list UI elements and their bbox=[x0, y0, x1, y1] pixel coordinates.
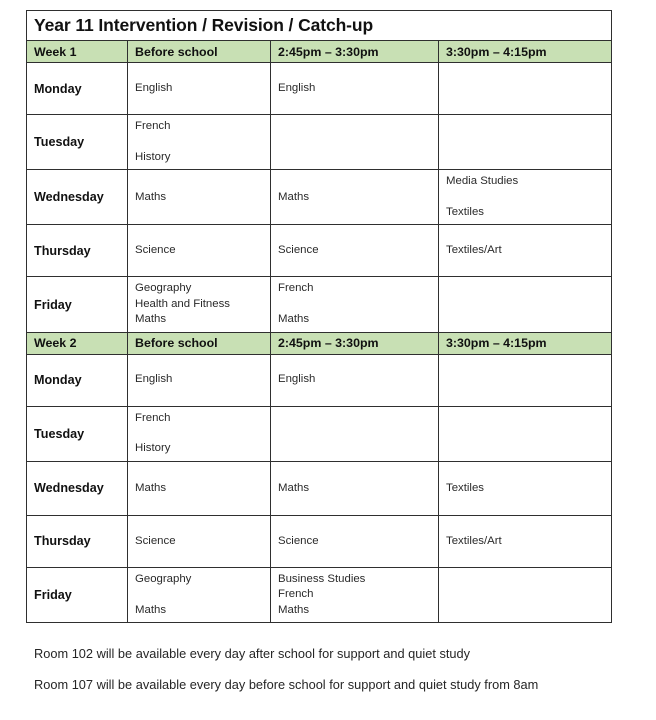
session-cell-slot-2[interactable] bbox=[439, 567, 612, 622]
session-lines bbox=[278, 281, 431, 327]
session-lines bbox=[135, 534, 263, 549]
session-lines bbox=[135, 572, 263, 618]
session-cell-before-school[interactable] bbox=[128, 461, 271, 515]
session-subject: English bbox=[135, 81, 173, 94]
session-subject: History bbox=[135, 442, 171, 455]
day-label-thursday: Thursday bbox=[27, 225, 128, 277]
session-cell-slot-1[interactable] bbox=[271, 170, 439, 225]
session-cell-before-school[interactable] bbox=[128, 277, 271, 332]
session-subject: Science bbox=[135, 534, 176, 547]
session-cell-before-school[interactable] bbox=[128, 354, 271, 406]
day-label-wednesday: Wednesday bbox=[27, 461, 128, 515]
footer-note: Room 102 will be available every day after school for support and quiet study bbox=[34, 646, 471, 662]
week-label: Week 2 bbox=[27, 332, 128, 354]
session-cell-slot-1[interactable] bbox=[271, 461, 439, 515]
session-cell-slot-1[interactable] bbox=[271, 63, 439, 115]
session-subject: Science bbox=[278, 534, 319, 547]
session-lines bbox=[278, 190, 431, 205]
session-lines bbox=[135, 411, 263, 457]
session-cell-before-school[interactable] bbox=[128, 63, 271, 115]
timetable-row bbox=[27, 277, 612, 332]
day-label-monday: Monday bbox=[27, 63, 128, 115]
day-label-friday: Friday bbox=[27, 567, 128, 622]
session-subject: Media Studies bbox=[446, 175, 519, 188]
session-subject: Business Studies bbox=[278, 572, 366, 585]
session-cell-slot-2[interactable] bbox=[439, 63, 612, 115]
session-subject: French bbox=[135, 411, 171, 424]
session-subject: Geography bbox=[135, 572, 192, 585]
day-label-thursday: Thursday bbox=[27, 515, 128, 567]
session-lines bbox=[278, 572, 431, 618]
session-blank-line bbox=[135, 587, 263, 602]
timetable-row bbox=[27, 115, 612, 170]
session-lines bbox=[446, 243, 604, 258]
session-lines bbox=[135, 119, 263, 165]
session-subject: Maths bbox=[135, 481, 167, 494]
session-lines bbox=[446, 174, 604, 220]
session-subject: Science bbox=[278, 244, 319, 257]
session-lines bbox=[278, 534, 431, 549]
session-lines bbox=[278, 81, 431, 96]
day-label-tuesday: Tuesday bbox=[27, 406, 128, 461]
session-cell-slot-1[interactable] bbox=[271, 115, 439, 170]
timetable-row bbox=[27, 170, 612, 225]
session-cell-slot-1[interactable] bbox=[271, 515, 439, 567]
intervention-timetable bbox=[26, 10, 612, 623]
session-cell-before-school[interactable] bbox=[128, 406, 271, 461]
column-header-before-school: Before school bbox=[128, 41, 271, 63]
page-title: Year 11 Intervention / Revision / Catch-up bbox=[27, 11, 612, 41]
session-cell-slot-1[interactable] bbox=[271, 567, 439, 622]
session-subject: French bbox=[278, 282, 314, 295]
session-subject: Maths bbox=[278, 190, 310, 203]
timetable-row bbox=[27, 567, 612, 622]
session-cell-slot-2[interactable] bbox=[439, 354, 612, 406]
session-blank-line bbox=[135, 134, 263, 149]
timetable-body bbox=[27, 11, 612, 623]
session-blank-line bbox=[446, 190, 604, 205]
session-cell-slot-2[interactable] bbox=[439, 115, 612, 170]
session-lines bbox=[135, 372, 263, 387]
column-header-slot-2: 3:30pm – 4:15pm bbox=[439, 332, 612, 354]
footer-notes bbox=[26, 645, 634, 693]
session-subject: Maths bbox=[135, 603, 167, 616]
session-cell-slot-2[interactable] bbox=[439, 515, 612, 567]
timetable-row bbox=[27, 406, 612, 461]
week-header-row bbox=[27, 41, 612, 63]
day-label-tuesday: Tuesday bbox=[27, 115, 128, 170]
session-subject: Textiles/Art bbox=[446, 244, 502, 257]
session-cell-slot-1[interactable] bbox=[271, 225, 439, 277]
column-header-slot-1: 2:45pm – 3:30pm bbox=[271, 41, 439, 63]
session-cell-slot-2[interactable] bbox=[439, 461, 612, 515]
session-subject: Maths bbox=[278, 313, 310, 326]
column-header-before-school: Before school bbox=[128, 332, 271, 354]
timetable-row bbox=[27, 225, 612, 277]
session-subject: Maths bbox=[135, 313, 167, 326]
timetable-row bbox=[27, 515, 612, 567]
timetable-row bbox=[27, 63, 612, 115]
session-subject: Textiles bbox=[446, 481, 484, 494]
session-subject: Maths bbox=[135, 190, 167, 203]
session-subject: History bbox=[135, 150, 171, 163]
session-subject: Science bbox=[135, 244, 176, 257]
session-lines bbox=[446, 481, 604, 496]
session-lines bbox=[278, 243, 431, 258]
day-label-wednesday: Wednesday bbox=[27, 170, 128, 225]
session-cell-before-school[interactable] bbox=[128, 225, 271, 277]
session-subject: English bbox=[135, 373, 173, 386]
title-row bbox=[27, 11, 612, 41]
session-cell-slot-2[interactable] bbox=[439, 406, 612, 461]
session-cell-slot-1[interactable] bbox=[271, 277, 439, 332]
footer-note: Room 107 will be available every day before school for support and quiet study from 8am bbox=[34, 677, 539, 693]
session-cell-slot-1[interactable] bbox=[271, 406, 439, 461]
day-label-monday: Monday bbox=[27, 354, 128, 406]
session-blank-line bbox=[278, 297, 431, 312]
session-cell-before-school[interactable] bbox=[128, 170, 271, 225]
session-subject: Geography bbox=[135, 282, 192, 295]
session-subject: Health and Fitness bbox=[135, 297, 230, 310]
column-header-slot-2: 3:30pm – 4:15pm bbox=[439, 41, 612, 63]
session-cell-before-school[interactable] bbox=[128, 567, 271, 622]
session-lines bbox=[278, 372, 431, 387]
session-lines bbox=[135, 281, 263, 327]
session-lines bbox=[278, 481, 431, 496]
timetable-row bbox=[27, 461, 612, 515]
session-lines bbox=[446, 534, 604, 549]
session-cell-slot-2[interactable] bbox=[439, 225, 612, 277]
week-label: Week 1 bbox=[27, 41, 128, 63]
session-subject: English bbox=[278, 81, 316, 94]
session-subject: Textiles/Art bbox=[446, 534, 502, 547]
week-header-row bbox=[27, 332, 612, 354]
session-subject: Maths bbox=[278, 603, 310, 616]
column-header-slot-1: 2:45pm – 3:30pm bbox=[271, 332, 439, 354]
session-cell-slot-2[interactable] bbox=[439, 277, 612, 332]
session-cell-slot-2[interactable] bbox=[439, 170, 612, 225]
session-lines bbox=[135, 481, 263, 496]
session-lines bbox=[135, 243, 263, 258]
session-cell-before-school[interactable] bbox=[128, 515, 271, 567]
session-lines bbox=[135, 81, 263, 96]
session-cell-before-school[interactable] bbox=[128, 115, 271, 170]
day-label-friday: Friday bbox=[27, 277, 128, 332]
session-subject: English bbox=[278, 373, 316, 386]
timetable-row bbox=[27, 354, 612, 406]
session-cell-slot-1[interactable] bbox=[271, 354, 439, 406]
session-lines bbox=[135, 190, 263, 205]
session-subject: Maths bbox=[278, 481, 310, 494]
session-subject: French bbox=[278, 588, 314, 601]
session-subject: French bbox=[135, 120, 171, 132]
session-blank-line bbox=[135, 426, 263, 441]
session-subject: Textiles bbox=[446, 206, 484, 219]
